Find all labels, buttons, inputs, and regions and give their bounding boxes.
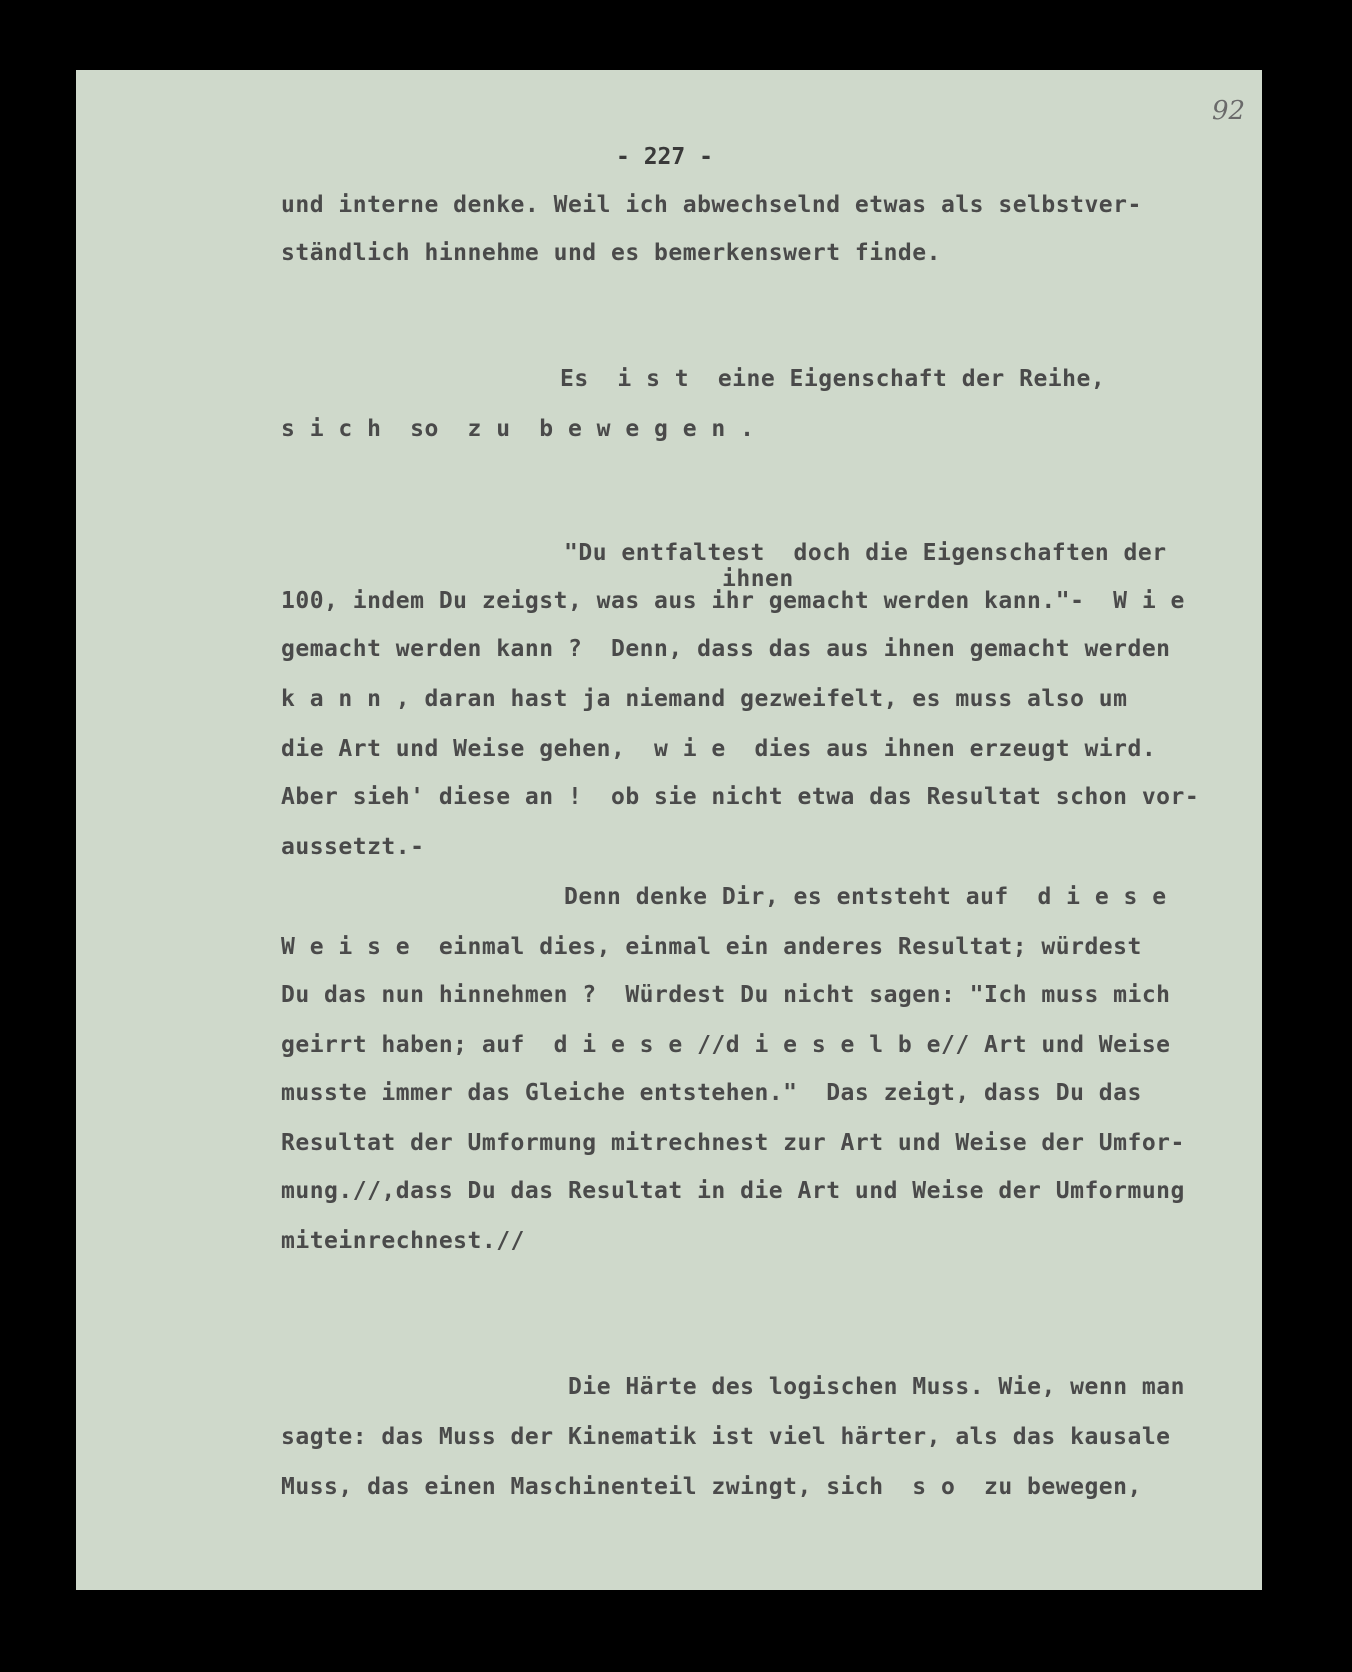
text-line: Resultat der Umformung mitrechnest zur Art und Weise der Umfor- — [281, 1130, 1185, 1156]
text-line: 100, indem Du zeigst, was aus ihr gemacht werden kann."- W i e — [281, 588, 1185, 614]
interlinear-insertion: ihnen — [722, 566, 794, 592]
text-line: Denn denke Dir, es entsteht auf d i e s e — [564, 884, 1167, 910]
text-line: musste immer das Gleiche entstehen." Das zeigt, dass Du das — [281, 1080, 1142, 1106]
text-line: k a n n , daran hast ja niemand gezweifelt, es muss also um — [281, 686, 1128, 712]
typescript-page — [76, 70, 1262, 1590]
text-line: geirrt haben; auf d i e s e //d i e s e l b e// Art und Weise — [281, 1032, 1171, 1058]
page-number: - 227 - — [616, 144, 713, 170]
text-line: gemacht werden kann ? Denn, dass das aus ihnen gemacht werden — [281, 636, 1171, 662]
text-line: die Art und Weise gehen, w i e dies aus ihnen erzeugt wird. — [281, 736, 1157, 762]
folio-note: 92 — [1212, 96, 1246, 126]
text-line: Muss, das einen Maschinenteil zwingt, sich s o zu bewegen, — [281, 1474, 1142, 1500]
text-line: Die Härte des logischen Muss. Wie, wenn man — [568, 1374, 1185, 1400]
text-line: und interne denke. Weil ich abwechselnd etwas als selbstver- — [281, 192, 1142, 218]
text-line: W e i s e einmal dies, einmal ein anderes Resultat; würdest — [281, 934, 1142, 960]
text-line: s i c h so z u b e w e g e n . — [281, 416, 755, 442]
text-line: Du das nun hinnehmen ? Würdest Du nicht sagen: "Ich muss mich — [281, 982, 1171, 1008]
text-line: ständlich hinnehme und es bemerkenswert finde. — [281, 240, 941, 266]
text-line: miteinrechnest.// — [281, 1228, 525, 1254]
text-line: Aber sieh' diese an ! ob sie nicht etwa das Resultat schon vor- — [281, 784, 1200, 810]
text-line: aussetzt.- — [281, 834, 425, 860]
text-line: mung.//,dass Du das Resultat in die Art und Weise der Umformung — [281, 1178, 1185, 1204]
text-line: Es i s t eine Eigenschaft der Reihe, — [560, 366, 1106, 392]
text-line: sagte: das Muss der Kinematik ist viel härter, als das kausale — [281, 1424, 1171, 1450]
text-line: "Du entfaltest doch die Eigenschaften der — [564, 540, 1167, 566]
